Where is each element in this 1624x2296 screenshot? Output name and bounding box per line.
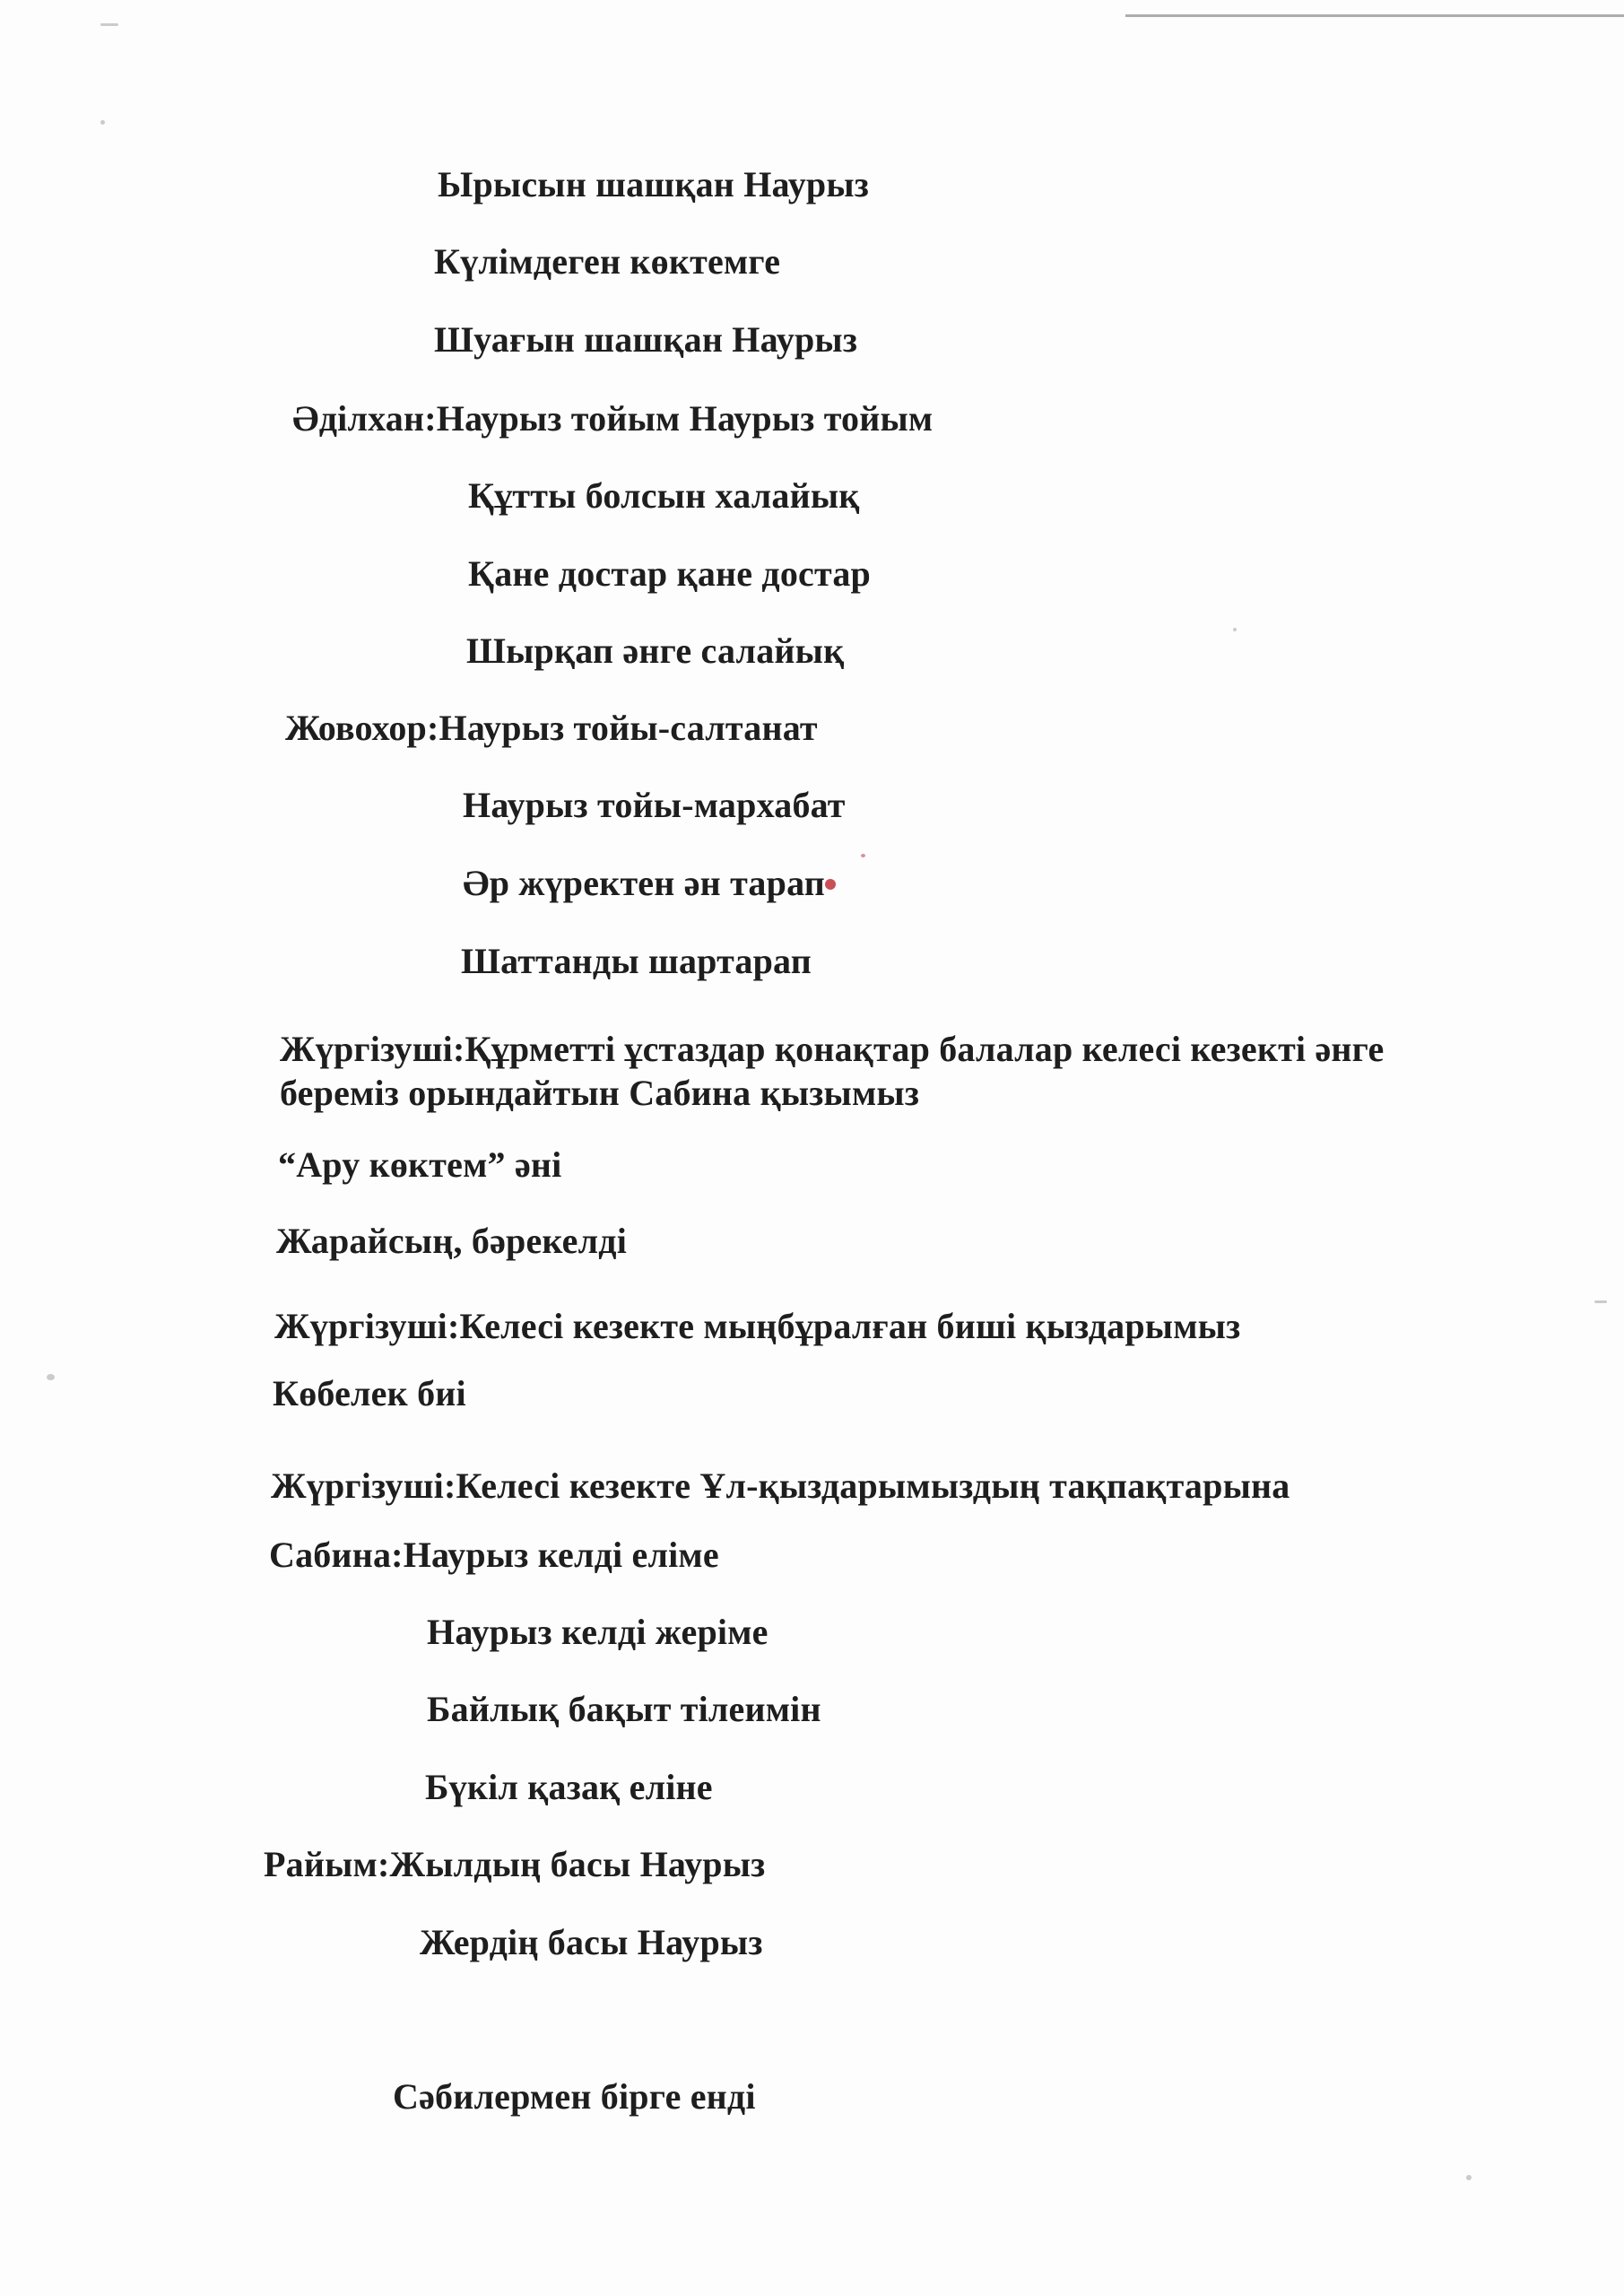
text-line: Көбелек биі: [273, 1373, 466, 1413]
text-line: Ырысын шашқан Наурыз: [438, 164, 870, 204]
text-line: Наурыз тойы-мархабат: [463, 785, 846, 825]
scan-speck: [1594, 1300, 1607, 1303]
scan-speck: [1233, 628, 1237, 631]
ink-spot: [825, 879, 836, 890]
scan-speck: [1466, 2175, 1472, 2180]
text-line: Жовохор:Наурыз тойы-салтанат: [285, 708, 818, 748]
text-line: Жарайсың, бәрекелді: [276, 1221, 628, 1261]
text-line: береміз орындайтын Сабина қызымыз: [280, 1073, 920, 1113]
text-line: Шырқап әнге салайық: [466, 631, 845, 671]
scan-speck: [100, 23, 118, 26]
text-line: Жүргізуші:Келесі кезекте Ұл-қыздарымыздың тақпақтарына: [271, 1465, 1290, 1506]
text-line: Сабина:Наурыз келді еліме: [269, 1535, 719, 1575]
scan-speck: [47, 1374, 55, 1380]
text-line: Сәбилермен бірге енді: [393, 2076, 756, 2117]
text-line: Бүкіл қазақ еліне: [425, 1767, 713, 1807]
text-line: Жердің басы Наурыз: [420, 1922, 763, 1962]
text-line: Жүргізуші:Келесі кезекте мыңбұралған биші қыздарымыз: [274, 1306, 1241, 1346]
text-line: Байлық бақыт тілеимін: [427, 1689, 821, 1729]
text-line: Құтты болсын халайық: [468, 475, 860, 516]
text-line: Шаттанды шартарап: [461, 941, 812, 981]
text-line: Райым:Жылдың басы Наурыз: [264, 1844, 766, 1884]
text-line: Жүргізуші:Құрметті ұстаздар қонақтар балалар келесі кезекті әнге: [280, 1029, 1385, 1069]
ink-spot: [861, 854, 865, 857]
text-line: Күлімдеген көктемге: [434, 241, 781, 282]
text-line: “Ару көктем” әні: [278, 1144, 562, 1185]
text-line: Наурыз келді жеріме: [427, 1612, 769, 1652]
text-line: Шуағын шашқан Наурыз: [434, 319, 858, 360]
text-line: Әділхан:Наурыз тойым Наурыз тойым: [292, 398, 934, 439]
text-line: Қане достар қане достар: [468, 553, 871, 594]
scan-speck: [100, 120, 105, 125]
scan-edge-line: [1125, 14, 1624, 17]
text-line: Әр жүректен ән тарап: [463, 863, 825, 903]
